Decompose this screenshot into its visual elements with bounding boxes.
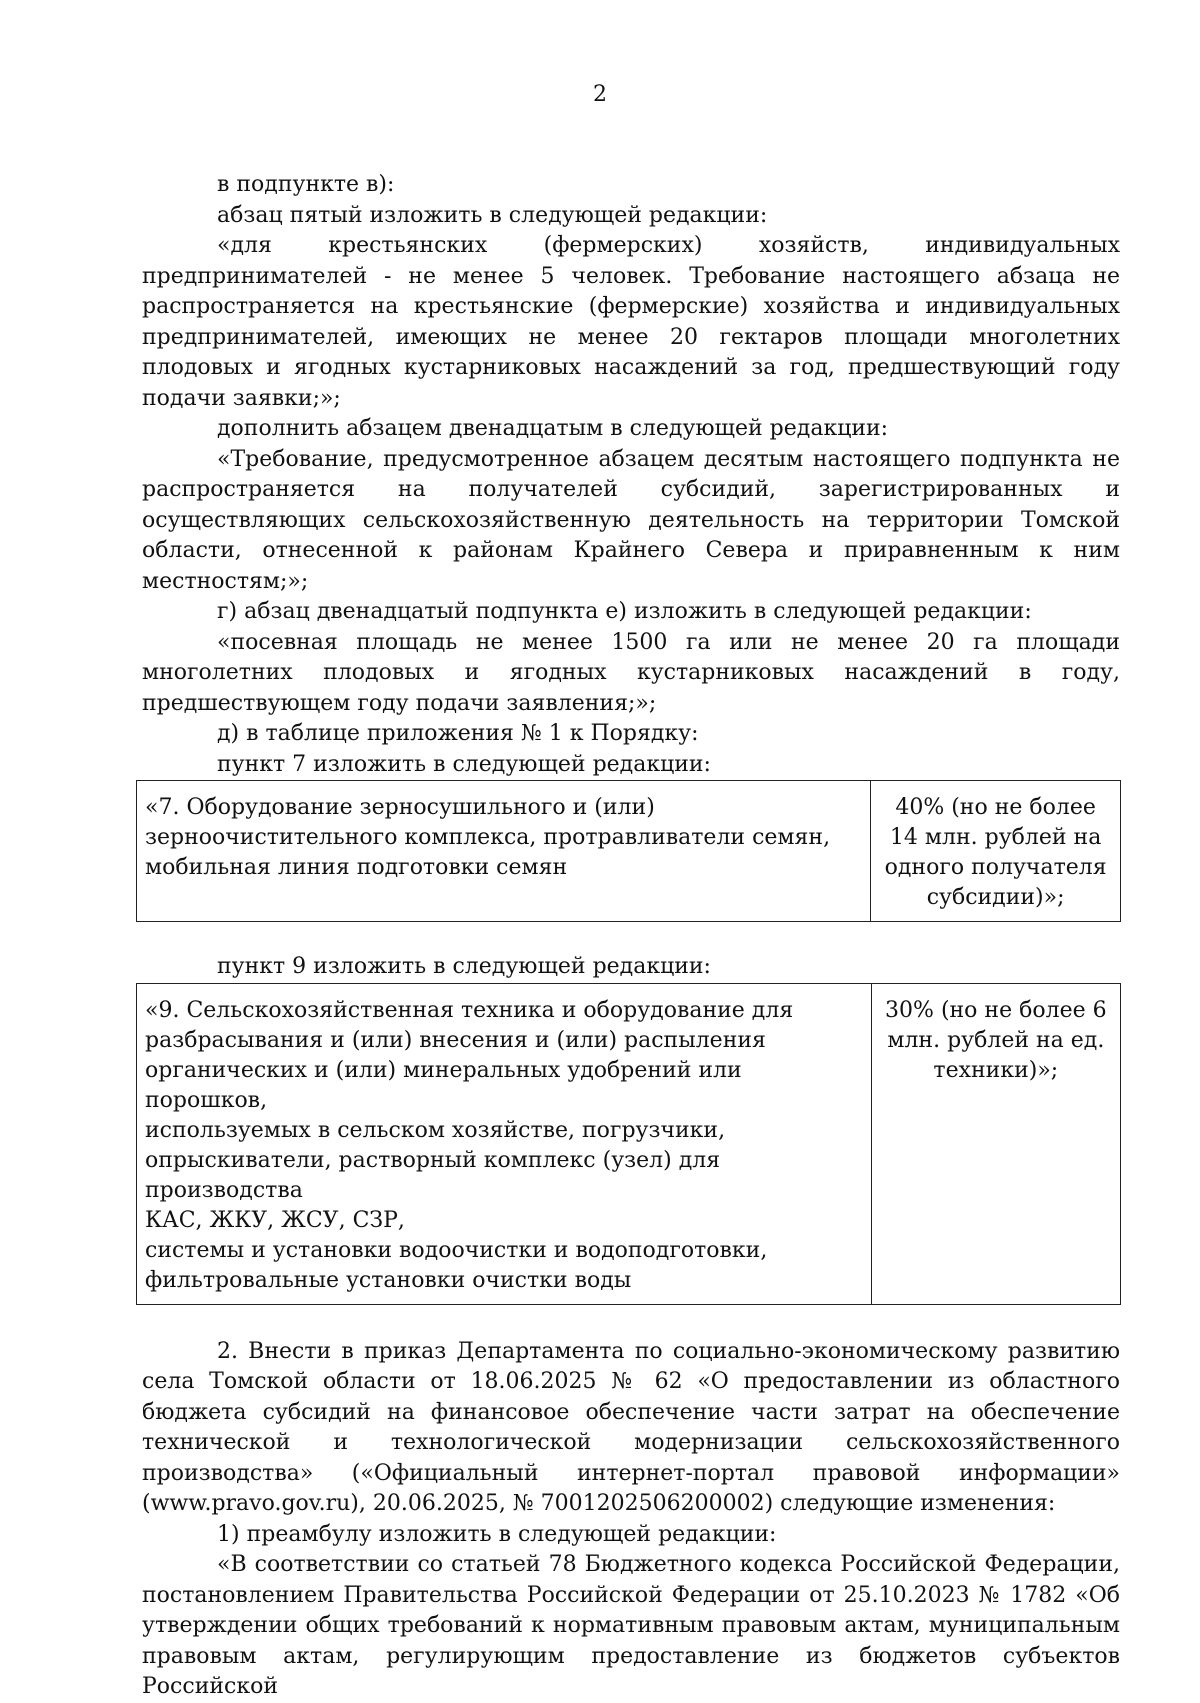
page-number: 2 [593, 82, 607, 107]
amendment-table-item-7 [136, 780, 1121, 922]
cell-line: используемых в сельском хозяйстве, погрузчики, [145, 1117, 726, 1143]
paragraph: «Требование, предусмотренное абзацем десятым настоящего подпункта не распространяется на получателей субсидий, зарегистрированных и осуществляющих сельскохозяйственную деятельность на территории Томской области, отнесенной к районам Крайнего Севера и приравненным к ним местностям;»; [142, 446, 1120, 594]
paragraph: г) абзац двенадцатый подпункта е) изложить в следующей редакции: [217, 599, 1032, 624]
cell-line: мобильная линия подготовки семян [145, 855, 568, 880]
paragraph: пункт 9 изложить в следующей редакции: [217, 954, 711, 979]
cell-line: КАС, ЖКУ, ЖСУ, СЗР, [145, 1207, 405, 1233]
cell-line: 40% (но не более [895, 795, 1096, 820]
cell-line: опрыскиватели, растворный комплекс (узел) для производства [145, 1147, 721, 1203]
table-cell-description [137, 781, 871, 922]
paragraph: 1) преамбулу изложить в следующей редакции: [217, 1521, 777, 1547]
cell-line: органических и (или) минеральных удобрений или порошков, [145, 1057, 742, 1113]
paragraph: 2. Внести в приказ Департамента по социально-экономическому развитию села Томской области от 18.06.2025 № 62 «О предоставлении из областного бюджета субсидий на финансовое обеспечение части затрат на обеспечение технической и технологической модернизации сельскохозяйственного производства» («Официальный интернет-портал правовой информации» (www.pravo.gov.ru), 20.06.2025, № 7001202506200002) следующие изменения: [142, 1338, 1120, 1516]
paragraph: абзац пятый изложить в следующей редакции: [217, 202, 768, 228]
cell-line: разбрасывания и (или) внесения и (или) распыления [145, 1027, 766, 1053]
table-cell-description [137, 983, 872, 1304]
cell-line: субсидии)»; [926, 885, 1065, 910]
paragraph: «для крестьянских (фермерских) хозяйств, индивидуальных предпринимателей - не менее 5 человек. Требование настоящего абзаца не распространяется на крестьянские (фермерские) хозяйства и индивидуальных предпринимателей, имеющих не менее 20 гектаров площади многолетних плодовых и ягодных кустарниковых насаждений за год, предшествующий году подачи заявки;»; [142, 233, 1120, 411]
cell-line: «9. Сельскохозяйственная техника и оборудование для [145, 997, 794, 1023]
cell-line: 14 млн. рублей на [889, 825, 1102, 850]
cell-line: 30% (но не более 6 [885, 997, 1107, 1023]
paragraph: «В соответствии со статьей 78 Бюджетного кодекса Российской Федерации, постановлением Правительства Российской Федерации от 25.10.2023 № 1782 «Об утверждении общих требований к нормативным правовым актам, муниципальным правовым актам, регулирующим предоставление из бюджетов субъектов Российской [142, 1552, 1120, 1699]
cell-line: одного получателя [884, 855, 1107, 880]
table-cell-rate [871, 781, 1121, 922]
paragraph: «посевная площадь не менее 1500 га или не менее 20 га площади многолетних плодовых и ягодных кустарниковых насаждений в году, предшествующем году подачи заявления;»; [142, 629, 1120, 716]
document-body [142, 170, 1120, 1703]
paragraph: д) в таблице приложения № 1 к Порядку: [217, 721, 699, 746]
paragraph: дополнить абзацем двенадцатым в следующей редакции: [217, 416, 889, 441]
cell-line: техники)»; [933, 1057, 1059, 1083]
table-cell-rate [871, 983, 1120, 1304]
cell-line: млн. рублей на ед. [887, 1027, 1105, 1053]
cell-line: «7. Оборудование зерносушильного и (или) [145, 795, 655, 820]
amendment-table-item-9 [136, 983, 1121, 1305]
paragraph: в подпункте в): [217, 172, 395, 197]
paragraph: пункт 7 изложить в следующей редакции: [217, 751, 711, 777]
cell-line: фильтровальные установки очистки воды [145, 1267, 632, 1293]
cell-line: системы и установки водоочистки и водоподготовки, [145, 1237, 768, 1263]
table-row [137, 781, 1121, 922]
table-row [137, 983, 1121, 1304]
cell-line: зерноочистительного комплекса, протравливатели семян, [145, 825, 831, 850]
